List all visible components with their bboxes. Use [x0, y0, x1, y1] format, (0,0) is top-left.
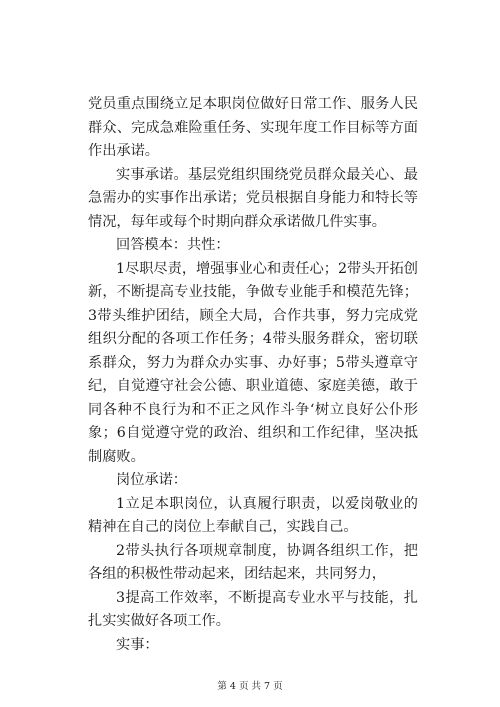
- paragraph-post-item-3: 3提高工作效率，不断提高专业水平与技能，扎扎实实做好各项工作。: [88, 589, 418, 629]
- paragraph-post-item-2: 2带头执行各项规章制度，协调各组织工作，把各组的积极性带动起来，团结起来，共同努力，: [88, 542, 418, 582]
- paragraph-post-item-1: 1立足本职岗位，认真履行职责，以爱岗敬业的精神在自己的岗位上奉献自己，实践自己。: [88, 495, 418, 535]
- paragraph-answer-template-heading: 回答模本：共性：: [116, 237, 230, 253]
- page-number-footer: 第 4 页 共 7 页: [217, 681, 283, 692]
- paragraph-common-commitments: 1尽职尽责，增强事业心和责任心；2带头开拓创新，不断提高专业技能，争做专业能手和模范先锋；3带头维护团结，顾全大局，合作共事，努力完成党组织分配的各项工作任务；4带头服务群众，密切联系群众，努力为群众办实事、办好事；5带头遵章守纪，自觉遵守社会公德、职业道德、家庭美德，敢于同各种不良行为和不正之风作斗争‘树立良好公仆形象；6自觉遵守党的政治、组织和工作纪律，坚决抵制腐败。: [88, 260, 418, 465]
- paragraph-commitment-scope: 党员重点围绕立足本职岗位做好日常工作、服务人民群众、完成急难险重任务、实现年度工作目标等方面作出承诺。: [88, 96, 418, 159]
- paragraph-practical-heading: 实事：: [116, 636, 159, 653]
- paragraph-practical-commitment: 实事承诺。基层党组织围绕党员群众最关心、最急需办的实事作出承诺；党员根据自身能力和特长等情况，每年或每个时期向群众承诺做几件实事。: [88, 166, 418, 230]
- document-body: [88, 93, 418, 657]
- paragraph-post-commitment-heading: 岗位承诺：: [116, 472, 187, 488]
